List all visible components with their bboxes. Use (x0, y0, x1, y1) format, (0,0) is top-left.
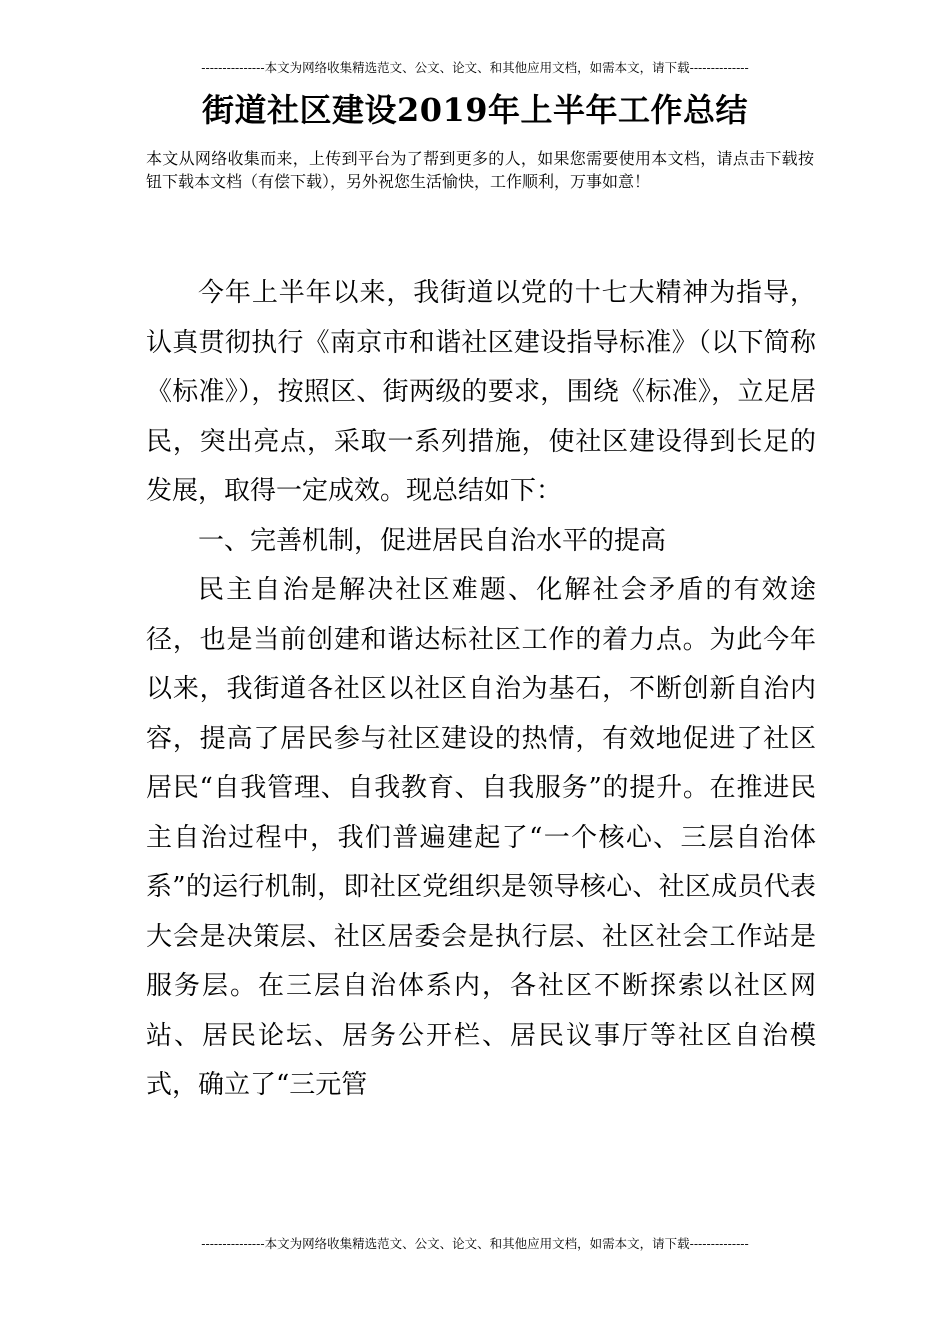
footer-banner: ---------------本文为网络收集精选范文、公文、论文、和其他应用文档，如需本文，请下载-------------- (201, 1236, 749, 1251)
document-body (146, 269, 816, 1111)
body-paragraph: 民主自治是解决社区难题、化解社会矛盾的有效途径，也是当前创建和谐达标社区工作的着力点。为此今年以来，我街道各社区以社区自治为基石，不断创新自治内容，提高了居民参与社区建设的热情，有效地促进了社区居民“自我管理、自我教育、自我服务”的提升。在推进民主自治过程中，我们普遍建起了“一个核心、三层自治体系”的运行机制，即社区党组织是领导核心、社区成员代表大会是决策层、社区居委会是执行层、社区社会工作站是服务层。在三层自治体系内，各社区不断探索以社区网站、居民论坛、居务公开栏、居民议事厅等社区自治模式，确立了“三元管 (146, 575, 816, 1100)
section-heading: 一、完善机制，促进居民自治水平的提高 (198, 525, 667, 556)
body-paragraph: 今年上半年以来，我街道以党的十七大精神为指导，认真贯彻执行《南京市和谐社区建设指导标准》（以下简称《标准》），按照区、街两级的要求，围绕《标准》，立足居民，突出亮点，采取一系列措施，使社区建设得到长足的发展，取得一定成效。现总结如下： (146, 278, 816, 506)
intro-note: 本文从网络收集而来，上传到平台为了帮到更多的人，如果您需要使用本文档，请点击下载按钮下载本文档（有偿下载），另外祝您生活愉快，工作顺利，万事如意！ (146, 149, 814, 191)
header-banner: ---------------本文为网络收集精选范文、公文、论文、和其他应用文档，如需本文，请下载-------------- (201, 60, 749, 75)
document-title: 街道社区建设2019年上半年工作总结 (201, 91, 749, 129)
